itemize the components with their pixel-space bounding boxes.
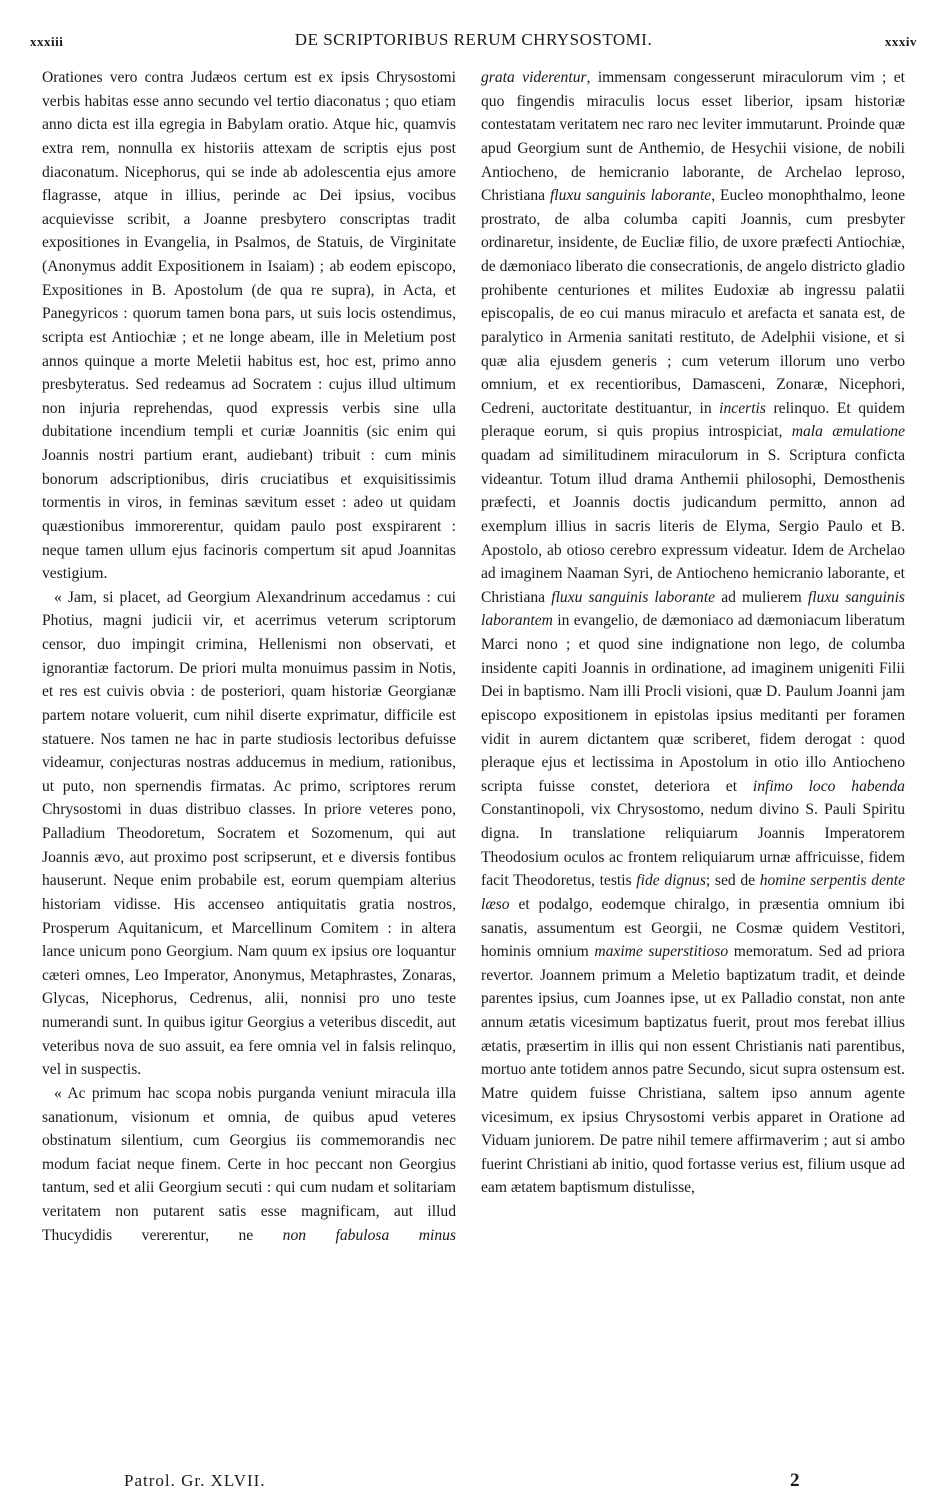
page-number-left: xxxiii: [30, 34, 64, 49]
text-run: ; sed de: [705, 872, 756, 890]
text-run: « Ac primum hac scopa nobis purganda veniunt miracula illa sanationum, visionum et omnia, de quibus apud veteres obstinatum silentium, cum Georgius iis commemorandis nec modum faciat neque finem. Certe in hoc peccant non Georgius tantum, sed et alii Georgium secuti : qui cum nudam et solitariam veritatem non putarent satis esse magnificam, aut illud Thucydidis vererentur, ne: [42, 1084, 456, 1244]
italic-text: fluxu sanguinis laborante: [549, 187, 712, 205]
text-run: , Eucleo monophthalmo, leone prostrato, de alba columba capiti Joannis, cum presbyter ordinaretur, insidente, de Eucliæ filio, de uxore præfecti Antiochiæ, de dæmoniaco liberato die consecrationis, de angelo districto gladio prohibente centuriones et milites Eudoxiæ ab ingressu palatii episcopalis, de eo cui manus miraculo et arefacta et sanata est, de paralytico in Armenia sanitati restituto, de Adelphii visione, et si quæ alia ejusdem generis ; cum veterum illorum uno verbo omnium, et ex recentioribus, Damasceni, Zonaræ, Nicephori, Cedreni, auctoritate destituantur, in: [481, 187, 906, 417]
text-run: , immensam congesserunt miraculorum vim ; et quo fingendis miraculis locus esset liberior, ipsam historiæ contestatam veritatem nec raro nec leviter immutarunt. Proinde quæ apud Georgium sunt de Anthemio, de Hesychii visione, de nobili Antiocheno, de hemicranio laborante, de Archelao leproso, Christiana: [481, 69, 905, 205]
italic-text: mala æmulatione: [791, 423, 905, 441]
italic-text: fluxu sanguinis laborantem: [481, 588, 906, 630]
text-run: memoratum. Sed ad priora revertor. Joannem primum a Meletio baptizatum tradit, et deinde parentes ipsius, cum Joannes ipse, ut ex Palladio constat, non ante annum ætatis vicesimum baptizatus fuerit, prout mos ferebat illius ætatis, præsertim in illis qui non essent Christianis nati parentibus, mortuo ante totidem annos patre Secundo, sicut supra ostensum est. Matre quidem fuisse Christiana, saltem ipso annum agente vicesimum, ex ipsius Chrysostomi verbis apparet in Oratione ad Viduam juniorem. De patre nihil temere affirmaverim ; aut si ambo fuerint Christiani ab initio, quod fortasse verius est, filium usque ad eam ætatem baptismum distulisse,: [481, 943, 905, 1197]
italic-text: fide dignus: [636, 872, 706, 890]
text-run: et podalgo, eodemque chiralgo, in præsentia omnium ibi sanatis, assumentum est Georgii, ne Cosmæ quidem Vestitori, hominis omnium: [481, 895, 905, 961]
left-column: [42, 66, 456, 1247]
italic-text: incertis: [719, 399, 766, 417]
signature-number: 2: [790, 1470, 800, 1491]
italic-text: maxime superstitioso: [594, 943, 729, 961]
running-header: [30, 30, 917, 52]
page-number-right: xxxiv: [884, 34, 917, 49]
text-run: in evangelio, de dæmoniaco ad dæmoniacum liberatum Marci nono ; et quod sine indignatione non lego, de columba insidente capiti Joannis in ordinatione, ad imaginem unigeniti Filii Dei in baptismo. Nam illi Procli visioni, quæ D. Paulum Joanni jam episcopo expositionem in epistolas ipsius meditanti per foramen vidit in aurem dictantem quæ scriberet, fidem derogat : quod pleraque ejus et lectissima in Apostolum in otio illo Antiocheno scripta fuisse constet, deteriora et: [481, 612, 905, 795]
paragraph: [42, 1082, 456, 1247]
volume-signature: Patrol. Gr. XLVII.: [124, 1471, 266, 1490]
italic-text: infimo loco habenda: [752, 777, 905, 795]
text-run: Constantinopoli, vix Chrysostomo, nedum divino S. Pauli Spiritu digna. In translatione reliquiarum Joannis Imperatorem Theodosium oculos ac frontem reliquiarum urnæ affricuisse, fidem facit Theodoretus, testis: [481, 801, 905, 890]
text-run: relinquo. Et quidem pleraque eorum, si quis propius introspiciat,: [481, 399, 905, 441]
italic-text: non fabulosa minus: [282, 1226, 456, 1244]
paragraph: [481, 66, 905, 1200]
italic-text: grata viderentur: [481, 69, 587, 86]
italic-text: homine serpentis dente læso: [481, 872, 905, 913]
text-run: ad mulierem: [721, 588, 802, 606]
running-title: DE SCRIPTORIBUS RERUM CHRYSOSTOMI.: [294, 30, 653, 49]
paragraph: Orationes vero contra Judæos certum est ex ipsis Chrysostomi verbis habitas esse anno secundo vel tertio diaconatus ; quo etiam anno dicta est illa egregia in Babylam oratio. Atque hic, quamvis extra rem, nonnulla ex historiis attexam de scriptis ejus post diaconatum. Nicephorus, qui se inde ab adolescentia ejus amore flagrasse, atque in illius, perinde ac Dei ipsius, vocibus acquievisse scribit, a Joanne presbytero conscriptas tradit expositiones in Evangelia, in Psalmos, de Statuis, de Virginitate (Anonymus addit Expositionem in Isaiam) ; ab eodem episcopo, Expositiones in B. Apostolum (de qua re supra), in Acta, et Panegyricos : quorum tamen bona pars, ut suis locis ostendimus, scripta est Antiochiæ ; et ne longe abeam, ille in Meletium post annos quinque a morte Meletii habitus est, hoc est, primo anno presbyteratus. Sed redeamus ad Socratem : cujus illud ultimum non injuria reprehendas, quod expressis verbis sine ulla dubitatione incendium templi et curiæ Joannitis (sic enim qui Joannis nostri partium erant, audiebant) tribuit : cum minis bonorum adscriptionibus, diris cruciatibus et exquisitissimis tormentis in viros, in feminas sævitum esset : adeo ut quidam quæstionibus immorerentur, quidam paulo post exspirarent : neque tamen ullum ejus facinoris compertum sit apud Joannitas vestigium.: [42, 69, 456, 583]
text-run: quadam ad similitudinem miraculorum in S. Scriptura conficta videantur. Totum illud drama Anthemii philosophi, Demosthenis præfecti, et Joannis doctis judicandum permitto, annon ad exemplum illius in sacris literis de Elyma, Sergio Paulo et B. Apostolo, ab otioso cerebro expressum videatur. Idem de Archelao ad imaginem Naaman Syri, de Antiocheno hemicranio laborante, et Christiana: [481, 447, 905, 606]
right-column: [481, 66, 905, 1200]
italic-text: fluxu sanguinis laborante: [551, 588, 716, 606]
paragraph: « Jam, si placet, ad Georgium Alexandrinum accedamus : cui Photius, magni judicii vir, et acerrimus veterum scriptorum censor, duo impingit crimina, Hellenismi non observati, et ignorantiæ factorum. De priori multa monuimus passim in Notis, et res est cuivis obvia : de posteriori, quam historiæ Georgianæ partem notare voluerit, cum nihil diserte exprimatur, difficile est statuere. Nos tamen ne hac in parte studiosis lectoribus defuisse videamur, conjecturas nostras adducemus in medium, rationibus, ut puto, non spernendis firmatas. Ac primo, scriptores rerum Chrysostomi in duas distribuo classes. In priore veteres pono, Palladium Theodoretum, Socratem et Sozomenum, qui aut Joannis ævo, aut proximo post scripserunt, et e diversis fontibus hauserunt. Neque enim probabile est, eorum quempiam alterius historiam vidisse. His accenseo antiquitatis gratia nostros, Prosperum Aquitanicum, et Marcellinum Comitem : in altera lance unicum pono Georgium. Nam quum ex ipsius ore loquantur cæteri omnes, Leo Imperator, Anonymus, Metaphrastes, Zonaras, Glycas, Nicephorus, Cedrenus, alii, nonnisi pro uno teste numerandi sunt. In quibus igitur Georgius a veteribus discedit, aut veteribus nova de suo assuit, ea fere omnia vel in falsis relinquo, vel in suspectis.: [42, 588, 456, 1079]
